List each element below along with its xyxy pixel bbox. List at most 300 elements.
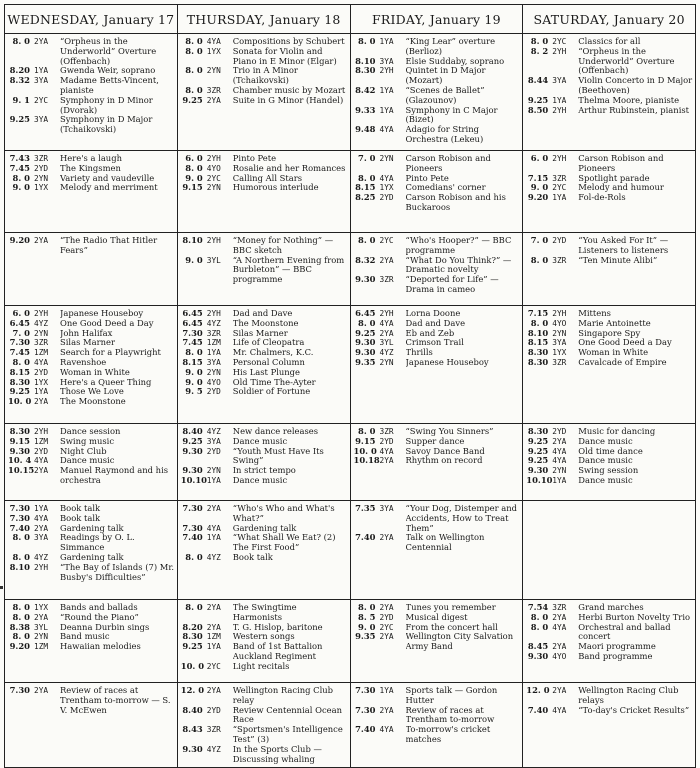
station-code: 3YA [34, 76, 49, 86]
program-title: Silas Marner [60, 338, 115, 348]
station-code: 3ZR [379, 427, 394, 436]
schedule-cell-friday-bands-and-ballads [350, 600, 523, 683]
program-entry [354, 309, 521, 319]
program-entry [526, 338, 693, 348]
station-code: 3ZR [379, 275, 394, 285]
program-entry [526, 309, 693, 319]
program-entry [8, 613, 175, 623]
schedule-cell-thursday-drama-sketches [177, 233, 350, 306]
schedule-row-drama-sketches [5, 233, 696, 306]
program-title: Gardening talk [60, 523, 124, 533]
program-entry [526, 193, 693, 203]
program-time: 9.30 [527, 465, 549, 476]
program-entry [8, 387, 175, 397]
station-code: 4YZ [379, 348, 394, 358]
program-entry [526, 447, 693, 457]
program-title: Compositions by Schubert [232, 37, 345, 46]
program-entry [181, 632, 348, 642]
program-time: 7.40 [355, 724, 376, 735]
program-title: Wellington City Salvation Army Band [405, 632, 514, 652]
station-code: 2YC [379, 236, 394, 245]
station-code: 2YN [379, 154, 394, 163]
station-code: 2YH [206, 236, 221, 245]
schedule-cell-wednesday-bands-and-ballads [5, 600, 178, 683]
program-title: Pinto Pete [232, 154, 277, 163]
program-title: Madame Betts-Vincent, pianiste [60, 76, 159, 95]
cell-items [181, 427, 348, 486]
program-entry [354, 329, 521, 339]
program-time: 7.30 [9, 685, 30, 695]
cell-items [354, 154, 521, 213]
program-title: “What Shall We Eat? (2) The First Food” [232, 533, 336, 553]
program-time: 8. 0 [12, 36, 30, 46]
program-entry [8, 686, 175, 715]
schedule-cell-friday-classical [350, 34, 523, 151]
program-title: Singapore Spy [578, 328, 641, 338]
station-code: 4YA [379, 446, 394, 456]
program-entry [181, 37, 348, 47]
weekly-schedule-table [4, 4, 696, 768]
program-time: 12. 0 [526, 685, 550, 695]
station-code: 3YA [34, 533, 49, 543]
program-time: 9.25 [527, 94, 549, 105]
program-time: 8. 0 [12, 551, 30, 562]
program-time: 8.32 [355, 254, 376, 265]
station-code: 2YA [34, 397, 49, 407]
station-code: 1YA [379, 85, 394, 95]
program-entry [526, 76, 693, 96]
program-time: 7.30 [182, 327, 203, 338]
program-entry [181, 256, 348, 285]
program-time: 8. 0 [358, 36, 376, 46]
margin-mark [0, 586, 3, 589]
station-code: 2YH [552, 154, 567, 163]
program-entry [181, 358, 348, 368]
program-time: 8.10 [355, 55, 376, 66]
program-title: Carson Robison and Pioneers [578, 154, 664, 173]
program-entry [8, 447, 175, 457]
program-entry [526, 329, 693, 339]
program-entry [181, 236, 348, 256]
cell-items [354, 603, 521, 652]
program-time: 8.30 [9, 426, 30, 436]
program-entry [526, 642, 693, 652]
program-entry [181, 437, 348, 447]
program-title: The Moonstone [60, 397, 126, 407]
station-code: 4YA [379, 318, 394, 328]
program-title: Maori programme [578, 642, 656, 652]
program-title: Swing music [60, 436, 115, 446]
program-entry [181, 368, 348, 378]
program-title: Dad and Dave [232, 309, 293, 318]
program-time: 7.45 [182, 337, 203, 348]
station-code: 2YN [552, 328, 567, 338]
station-code: 3ZR [552, 173, 567, 183]
cell-items [8, 37, 175, 135]
program-title: New dance releases [232, 427, 319, 436]
program-title: Old Time The-Ayter [232, 377, 316, 387]
station-code: 2YH [379, 309, 394, 318]
station-code: 4YA [34, 357, 49, 367]
station-code: 1ZM [206, 632, 221, 642]
program-title: Here's a Queer Thing [60, 377, 152, 387]
station-code: 2YA [206, 686, 221, 695]
program-entry [181, 66, 348, 86]
program-title: Rhythm on record [405, 456, 483, 466]
station-code: 3ZR [206, 85, 221, 95]
station-code: 2YA [379, 255, 394, 265]
program-time: 7.30 [182, 503, 203, 513]
schedule-cell-wednesday-serials [5, 306, 178, 424]
program-entry [526, 236, 693, 256]
program-title: Band programme [578, 651, 653, 661]
schedule-cell-thursday-serials [177, 306, 350, 424]
program-title: Cavalcade of Empire [578, 357, 667, 367]
station-code: 2YA [34, 236, 49, 245]
program-entry [526, 319, 693, 329]
program-entry [354, 706, 521, 726]
program-time: 9.25 [182, 435, 203, 446]
program-time: 8. 0 [358, 317, 376, 328]
program-time: 8. 0 [530, 317, 549, 328]
program-time: 9. 0 [185, 172, 203, 183]
cell-items [181, 309, 348, 397]
program-time: 9.20 [9, 641, 30, 652]
station-code: 4YA [552, 622, 567, 632]
program-title: T. G. Hislop, baritone [232, 622, 323, 632]
program-title: Crimson Trail [405, 338, 464, 348]
cell-items [181, 686, 348, 764]
program-title: Review of races at Trentham to-morrow [405, 705, 495, 725]
program-time: 7. 0 [12, 327, 30, 338]
schedule-cell-saturday-talks [523, 501, 696, 600]
program-time: 9.25 [182, 641, 203, 652]
cell-items [181, 236, 348, 285]
station-code: 2YN [379, 357, 394, 367]
schedule-cell-friday-serials [350, 306, 523, 424]
program-time: 9. 1 [12, 94, 30, 105]
schedule-row-classical [5, 34, 696, 151]
program-title: “To-day's Cricket Results” [578, 705, 690, 715]
program-title: Band music [60, 632, 110, 642]
cell-items [181, 504, 348, 563]
program-time: 8. 0 [185, 45, 203, 56]
program-time: 12. 0 [180, 685, 205, 695]
schedule-cell-saturday-serials [523, 306, 696, 424]
program-entry [8, 524, 175, 534]
program-time: 9.30 [182, 743, 203, 754]
cell-items [354, 309, 521, 368]
program-entry [181, 706, 348, 726]
program-title: Hawaiian melodies [60, 642, 141, 652]
program-time: 9.25 [527, 455, 549, 466]
program-title: Herbi Burton Novelty Trio [578, 612, 691, 622]
program-title: Japanese Houseboy [405, 357, 489, 367]
program-title: Sonata for Violin and Piano in E Minor (Elgar) [232, 46, 337, 66]
program-time: 10. 0 [8, 396, 32, 407]
station-code: 1YX [34, 603, 49, 612]
program-entry [354, 613, 521, 623]
program-entry [8, 76, 175, 96]
program-title: Review Centennial Ocean Race [232, 705, 342, 725]
program-time: 8. 0 [185, 551, 203, 562]
cell-items [354, 427, 521, 466]
program-time: 8.40 [182, 426, 203, 436]
day-header-wednesday: WEDNESDAY, January 17 [5, 5, 178, 34]
program-title: “King Lear” overture (Berlioz) [405, 37, 496, 56]
program-title: Search for a Playwright [60, 348, 161, 358]
program-time: 8. 0 [530, 621, 549, 632]
program-entry [181, 329, 348, 339]
program-entry [181, 319, 348, 329]
station-code: 2YA [379, 328, 394, 338]
program-entry [181, 164, 348, 174]
program-entry [181, 642, 348, 662]
program-title: “The Radio That Hitler Fears” [60, 236, 158, 255]
program-title: “Sportsmen's Intelligence Test” (3) [232, 725, 343, 744]
station-code: 2YC [34, 95, 49, 105]
program-time: 8.15 [9, 366, 30, 377]
program-time: 7.40 [9, 522, 30, 533]
program-title: In strict tempo [232, 466, 296, 476]
program-entry [354, 623, 521, 633]
program-title: Dad and Dave [405, 318, 466, 328]
program-title: The Moonstone [232, 318, 299, 328]
program-title: “Round the Piano” [60, 612, 139, 622]
program-title: Dance music [578, 436, 633, 446]
program-time: 9.20 [527, 192, 549, 203]
program-time: 9.25 [355, 327, 376, 338]
program-entry [181, 662, 348, 672]
program-time: 9. 0 [185, 376, 203, 387]
station-code: 2YH [34, 427, 49, 436]
cell-items [8, 154, 175, 193]
program-entry [526, 47, 693, 76]
program-time: 8.38 [9, 621, 30, 632]
program-title: “What Do You Think?” — Dramatic novelty [405, 255, 512, 275]
station-code: 2YC [206, 661, 221, 671]
station-code: 2YH [206, 154, 221, 163]
schedule-cell-wednesday-light-entertainment [5, 151, 178, 233]
program-time: 8. 0 [185, 36, 203, 46]
station-code: 2YA [379, 603, 394, 612]
program-entry [181, 387, 348, 397]
schedule-cell-saturday-bands-and-ballads [523, 600, 696, 683]
program-time: 7.35 [355, 503, 376, 513]
program-time: 9. 5 [185, 386, 203, 397]
program-title: Dance session [60, 427, 121, 436]
program-time: 6.45 [9, 317, 30, 328]
program-entry [526, 358, 693, 368]
program-title: Ravenshoe [60, 357, 107, 367]
station-code: 1YX [34, 377, 49, 387]
program-entry [526, 37, 693, 47]
cell-items [8, 504, 175, 582]
schedule-cell-thursday-talks [177, 501, 350, 600]
program-entry [8, 319, 175, 329]
program-title: Dance music [578, 475, 633, 485]
program-time: 8.15 [527, 337, 549, 348]
program-title: Symphony in D Minor (Dvorak) [60, 95, 153, 115]
station-code: 2YA [379, 632, 394, 642]
program-title: Gardening talk [60, 552, 124, 562]
station-code: 2YA [379, 705, 394, 715]
station-code: 2YD [206, 446, 221, 456]
program-entry [526, 256, 693, 266]
program-time: 9.30 [182, 445, 203, 456]
program-title: Pinto Pete [405, 173, 449, 183]
program-title: Book talk [60, 513, 101, 523]
station-code: 1YA [379, 686, 394, 695]
program-entry [181, 427, 348, 437]
station-code: 3YL [379, 338, 394, 348]
program-time: 6. 0 [530, 153, 549, 163]
program-entry [526, 686, 693, 706]
program-time: 7.15 [527, 172, 549, 183]
program-time: 9. 0 [530, 182, 549, 193]
station-code: 2YC [206, 173, 221, 183]
program-time: 7.30 [355, 685, 376, 695]
program-entry [354, 358, 521, 368]
program-entry [8, 183, 175, 193]
program-entry [8, 603, 175, 613]
program-title: Life of Cleopatra [232, 338, 305, 348]
program-time: 8.30 [182, 631, 203, 642]
program-title: Variety and vaudeville [60, 173, 155, 183]
station-code: 3ZR [206, 328, 221, 338]
station-code: 4YZ [206, 744, 221, 754]
station-code: 2YN [206, 66, 221, 76]
program-entry [526, 348, 693, 358]
program-time: 8. 0 [358, 602, 376, 612]
program-entry [8, 37, 175, 66]
program-time: 10. 0 [353, 445, 377, 456]
schedule-row-dance-music [5, 424, 696, 501]
program-title: Music for dancing [578, 427, 656, 436]
station-code: 4YZ [206, 318, 221, 328]
program-title: Deanna Durbin sings [60, 622, 150, 632]
program-time: 9.25 [9, 386, 30, 397]
program-time: 10.18 [353, 455, 380, 466]
program-time: 9. 0 [358, 621, 376, 632]
program-title: “Orpheus in the Underworld” Overture (Offenbach) [578, 46, 675, 76]
program-title: Lorna Doone [405, 309, 461, 318]
schedule-cell-wednesday-dance-music [5, 424, 178, 501]
program-entry [8, 164, 175, 174]
station-code: 2YD [379, 612, 394, 622]
program-entry [354, 86, 521, 106]
program-time: 9.25 [527, 445, 549, 456]
program-entry [8, 236, 175, 256]
program-entry [181, 553, 348, 563]
program-title: Bands and ballads [60, 603, 138, 612]
program-time: 8. 0 [530, 254, 549, 265]
program-entry [354, 338, 521, 348]
cell-items [8, 603, 175, 652]
program-entry [354, 504, 521, 533]
program-entry [526, 427, 693, 437]
program-time: 9.25 [182, 94, 203, 105]
cell-items [526, 154, 693, 203]
program-entry [181, 725, 348, 745]
program-title: Gwenda Weir, soprano [60, 66, 156, 76]
station-code: 2YN [552, 466, 567, 476]
program-title: Symphony in C Major (Bizet) [405, 105, 498, 125]
schedule-cell-wednesday-sports [5, 683, 178, 768]
program-title: Review of races at Trentham to-morrow — S. V. McEwen [60, 686, 171, 715]
program-time: 8.10 [9, 561, 30, 572]
program-time: 7.30 [355, 704, 376, 715]
program-title: Dance music [578, 456, 633, 466]
station-code: 3YA [206, 436, 221, 446]
program-time: 6.45 [182, 317, 203, 328]
program-time: 7.30 [182, 522, 203, 533]
program-entry [354, 427, 521, 437]
day-header-row [5, 5, 696, 34]
program-title: Rosalie and her Romances [232, 163, 346, 173]
station-code: 1YA [206, 348, 221, 358]
program-time: 9.30 [9, 445, 30, 456]
program-entry [8, 66, 175, 76]
program-entry [181, 154, 348, 164]
schedule-cell-thursday-dance-music [177, 424, 350, 501]
program-entry [354, 456, 521, 466]
program-entry [354, 57, 521, 67]
station-code: 1YX [34, 183, 49, 193]
program-entry [8, 632, 175, 642]
station-code: 2YA [379, 456, 394, 466]
program-time: 9. 0 [185, 254, 203, 265]
schedule-cell-thursday-classical [177, 34, 350, 151]
station-code: 2YD [552, 427, 567, 436]
station-code: 4YA [379, 173, 394, 183]
program-entry [181, 623, 348, 633]
station-code: 4YZ [34, 318, 49, 328]
station-code: 1ZM [34, 642, 49, 652]
program-entry [8, 348, 175, 358]
program-entry [181, 447, 348, 467]
program-title: Western songs [232, 632, 295, 642]
program-title: Dance music [232, 436, 288, 446]
program-entry [354, 275, 521, 295]
program-title: His Last Plunge [232, 367, 300, 377]
program-time: 8. 0 [530, 36, 549, 46]
schedule-row-serials [5, 306, 696, 424]
program-time: 7.30 [9, 337, 30, 348]
program-time: 9.15 [182, 182, 203, 193]
station-code: 3YL [34, 622, 49, 632]
station-code: 2YA [34, 686, 49, 695]
program-title: Adagio for String Orchestra (Lekeu) [405, 125, 484, 144]
program-time: 7.15 [527, 308, 549, 318]
schedule-cell-saturday-dance-music [523, 424, 696, 501]
station-code: 2YD [206, 705, 221, 715]
program-time: 8. 0 [358, 172, 376, 183]
program-time: 8.50 [527, 104, 549, 115]
station-code: 3YA [379, 504, 394, 513]
schedule-cell-friday-drama-sketches [350, 233, 523, 306]
program-title: Spotlight parade [578, 173, 650, 183]
program-entry [526, 476, 693, 486]
program-entry [354, 106, 521, 126]
program-entry [181, 348, 348, 358]
program-time: 10.10 [526, 474, 553, 485]
program-entry [354, 256, 521, 276]
schedule-cell-saturday-classical [523, 34, 696, 151]
program-title: Silas Marner [232, 328, 288, 338]
cell-items [526, 309, 693, 368]
program-time: 8. 0 [185, 84, 203, 95]
